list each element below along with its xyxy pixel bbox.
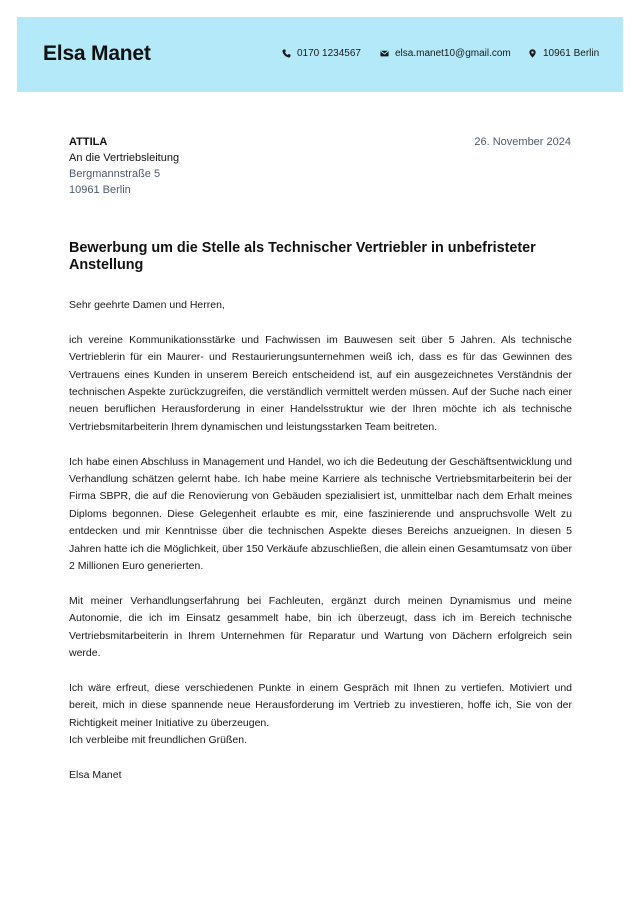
paragraph-2: Ich habe einen Abschluss in Management und Handel, wo ich die Bedeutung der Geschäftsentwicklung und Verhandlung schätzen gelernt habe. Ich habe meine Karriere als technische Vertriebsmitarbeiterin bei der Firma SBPR, die auf die Renovierung von Gebäuden spezialisiert ist, unmittelbar nach dem Erhalt meines Diploms begonnen. Diese Gelegenheit erlaubte es mir, eine faszinierende und anspruchsvolle Welt zu entdecken und mir Kenntnisse über die technischen Aspekte dieses Bereichs anzueignen. In diesen 5 Jahren hatte ich die Möglichkeit, über 150 Verkäufe abzuschließen, die allein einen Gesamtumsatz von über 2 Millionen Euro generierten.: [69, 455, 572, 573]
header-banner: [17, 17, 623, 92]
contact-phone: [282, 48, 361, 59]
contact-email: [380, 48, 511, 59]
mail-icon: [380, 49, 389, 58]
phone-number: 0170 1234567: [297, 48, 361, 59]
recipient-block: [69, 134, 179, 198]
letter-date: 26. November 2024: [474, 136, 571, 148]
email-address: elsa.manet10@gmail.com: [395, 48, 511, 59]
paragraph-4: Ich wäre erfreut, diese verschiedenen Punkte in einem Gespräch mit Ihnen zu vertiefen. Motiviert und bereit, mich in diese spannende neue Herausforderung im Vertrieb zu investieren, hoffe ich, Sie von der Richtigkeit meiner Initiative zu überzeugen.: [69, 681, 572, 729]
salutation: Sehr geehrte Damen und Herren,: [69, 299, 225, 311]
paragraph-3: Mit meiner Verhandlungserfahrung bei Fachleuten, ergänzt durch meinen Dynamismus und meine Autonomie, die ich im Einsatz gesammelt habe, bin ich überzeugt, dass ich im Bereich technische Vertriebsmitarbeiterin in Ihrem Unternehmen für Reparatur und Wartung von Dächern erfolgreich sein werde.: [69, 594, 572, 660]
letter-body: [69, 297, 572, 802]
phone-icon: [282, 49, 291, 58]
applicant-name: Elsa Manet: [43, 42, 151, 65]
city-text: 10961 Berlin: [543, 48, 600, 59]
recipient-department: An die Vertriebsleitung: [69, 152, 180, 164]
signature: Elsa Manet: [69, 768, 122, 781]
recipient-city: 10961 Berlin: [69, 184, 131, 196]
recipient-street: Bergmannstraße 5: [69, 168, 161, 180]
contact-location: [528, 48, 599, 59]
paragraph-1: ich vereine Kommunikationsstärke und Fachwissen im Bauwesen seit über 5 Jahren. Als technische Vertrieblerin für ein Maurer- und Restaurierungsunternehmen weiß ich, dass es für das Gewinnen des Vertrauens eines Kunden in unserem Bereich entscheidend ist, auf ein ausgezeichnetes Verständnis der technischen Aspekte zurückzugreifen, die verständlich vermittelt werden müssen. Auf der Suche nach einer neuen beruflichen Herausforderung in einer Handelsstruktur wie der Ihren möchte ich als technische Vertriebsmitarbeiterin Ihrem dynamischen und leistungsstarken Team beitreten.: [69, 333, 572, 433]
letter-subject: Bewerbung um die Stelle als Technischer Vertriebler in unbefristeter Anstellung: [69, 240, 536, 273]
recipient-company: ATTILA: [69, 136, 108, 148]
closing: Ich verbleibe mit freundlichen Grüßen.: [69, 734, 248, 747]
location-pin-icon: [528, 49, 537, 58]
